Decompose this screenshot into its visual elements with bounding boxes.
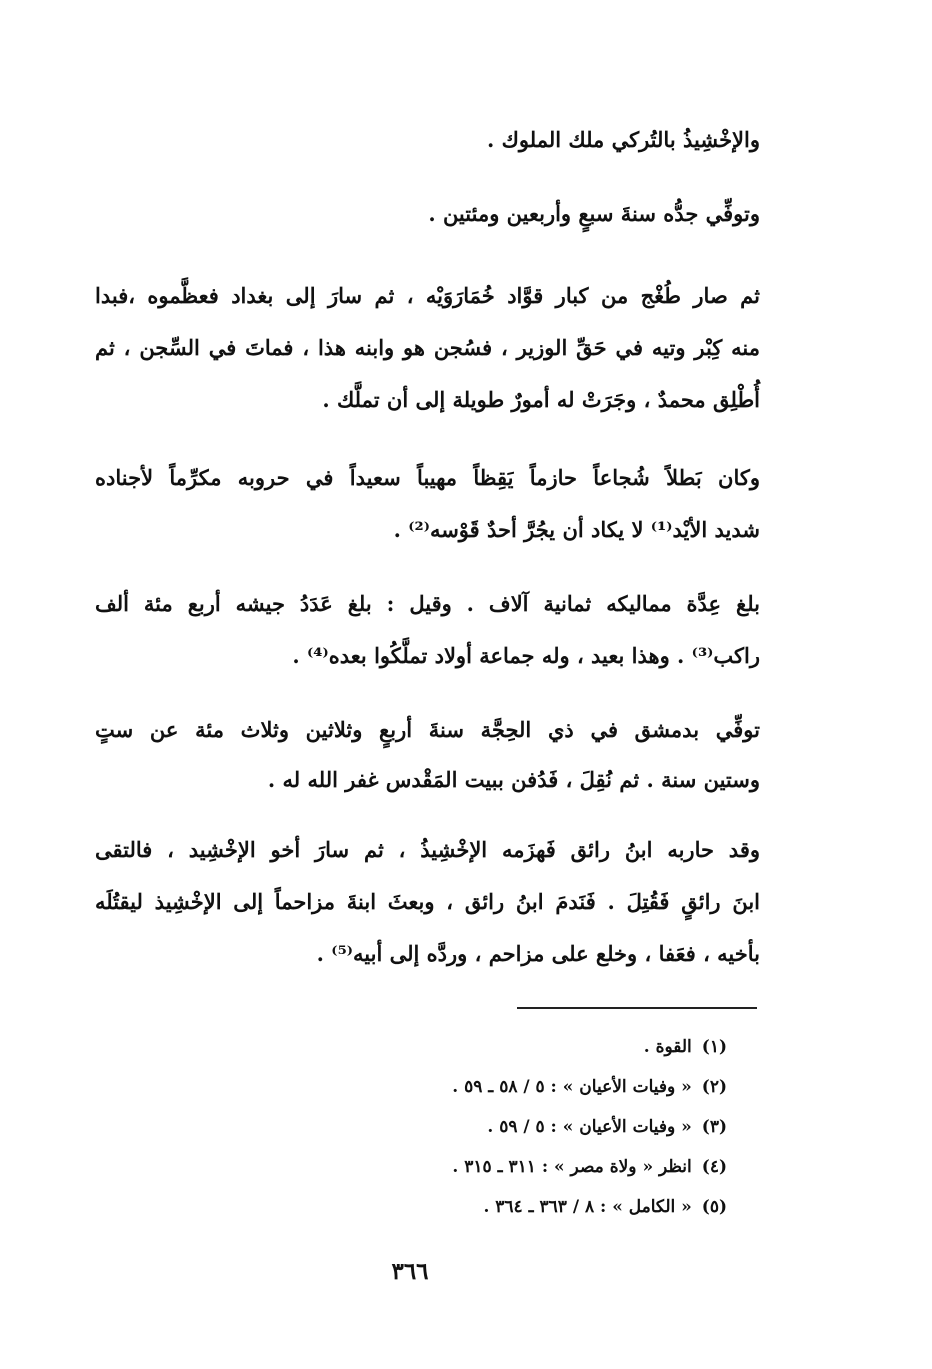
- paragraph-4-line-1: وكان بَطلاً شُجاعاً حازماً يَقِظاً مهيباً سعيداً في حروبه مكرِّماً لأجناده: [95, 465, 760, 490]
- paragraph-6-line-1: توفِّي بدمشق في ذي الحِجَّة سنةَ أربعٍ وثلاثين وثلاث مئة عن ستٍ: [95, 717, 760, 742]
- page-number: ٣٦٦: [391, 1258, 429, 1285]
- paragraph-6-line-2: وستين سنة . ثم نُقِلَ ، فَدُفن ببيت المَقْدس غفر الله له .: [267, 767, 760, 792]
- footnote-text: « وفيات الأعيان » : ٥ / ٥٨ ـ ٥٩ .: [452, 1077, 692, 1097]
- footnote-text: « الكامل » : ٨ / ٣٦٣ ـ ٣٦٤ .: [483, 1197, 692, 1217]
- footnote-4: [307, 1147, 727, 1187]
- footnote-1: [307, 1027, 727, 1067]
- paragraph-5-line-1: بلغ عِدَّة مماليكه ثمانية آلاف . وقيل : بلغ عَدَدُ جيشه أربع مئة ألف: [95, 591, 760, 616]
- footnotes: [307, 1027, 727, 1227]
- paragraph-7-line-2: ابنَ رائقٍ فَقُتِلَ . فَنَدمَ ابنُ رائق ، وبعثَ ابنةَ مزاحماً إلى الإخْشِيذ ليقتُلَه: [95, 889, 760, 914]
- footnote-separator: [517, 1007, 757, 1009]
- paragraph-4-line-2: شديد الأيْد⁽¹⁾ لا يكاد أن يجُرَّ أحدٌ قَوْسه⁽²⁾ .: [393, 517, 760, 542]
- footnote-number: (٢): [701, 1077, 727, 1097]
- paragraph-2-line-1: وتوفِّي جدُّه سنةَ سبعٍ وأربعين ومئتين .: [428, 201, 760, 226]
- footnote-2: [307, 1067, 727, 1107]
- paragraph-3-line-1: ثم صار طُغْج من كبار قوَّاد خُمَارَوَيْه ، ثم سارَ إلى بغداد فعظَّموه ،فبدا: [95, 283, 760, 308]
- footnote-5: [307, 1187, 727, 1227]
- paragraph-7-line-3: بأخيه ، فعَفا ، وخلع على مزاحم ، وردَّه إلى أبيه⁽⁵⁾ .: [316, 941, 760, 966]
- footnote-3: [307, 1107, 727, 1147]
- paragraph-7-line-1: وقد حاربه ابنُ رائق فَهزَمه الإخْشِيذُ ، ثم سارَ أخو الإخْشِيد ، فالتقى: [95, 837, 760, 862]
- paragraph-3-line-3: أُطْلِق محمدٌ ، وجَرَتْ له أمورٌ طويلة إلى أن تملَّك .: [322, 387, 760, 412]
- footnote-number: (٥): [701, 1197, 727, 1217]
- footnote-number: (١): [701, 1037, 727, 1057]
- footnote-text: « وفيات الأعيان » : ٥ / ٥٩ .: [487, 1117, 692, 1137]
- footnote-number: (٣): [701, 1117, 727, 1137]
- paragraph-3-line-2: منه كِبْر وتيه في حَقِّ الوزير ، فسُجن هو وابنه هذا ، فماتَ في السِّجن ، ثم: [95, 335, 760, 360]
- footnote-number: (٤): [701, 1157, 727, 1177]
- paragraph-5-line-2: راكب⁽³⁾ . وهذا بعيد ، وله جماعة أولاد تملَّكُوا بعده⁽⁴⁾ .: [292, 643, 760, 668]
- footnote-text: القوة .: [643, 1037, 692, 1057]
- paragraph-1-line-1: والإخْشِيذُ بالتُركي ملك الملوك .: [486, 127, 760, 152]
- footnote-text: انظر « ولاة مصر » : ٣١١ ـ ٣١٥ .: [452, 1157, 692, 1177]
